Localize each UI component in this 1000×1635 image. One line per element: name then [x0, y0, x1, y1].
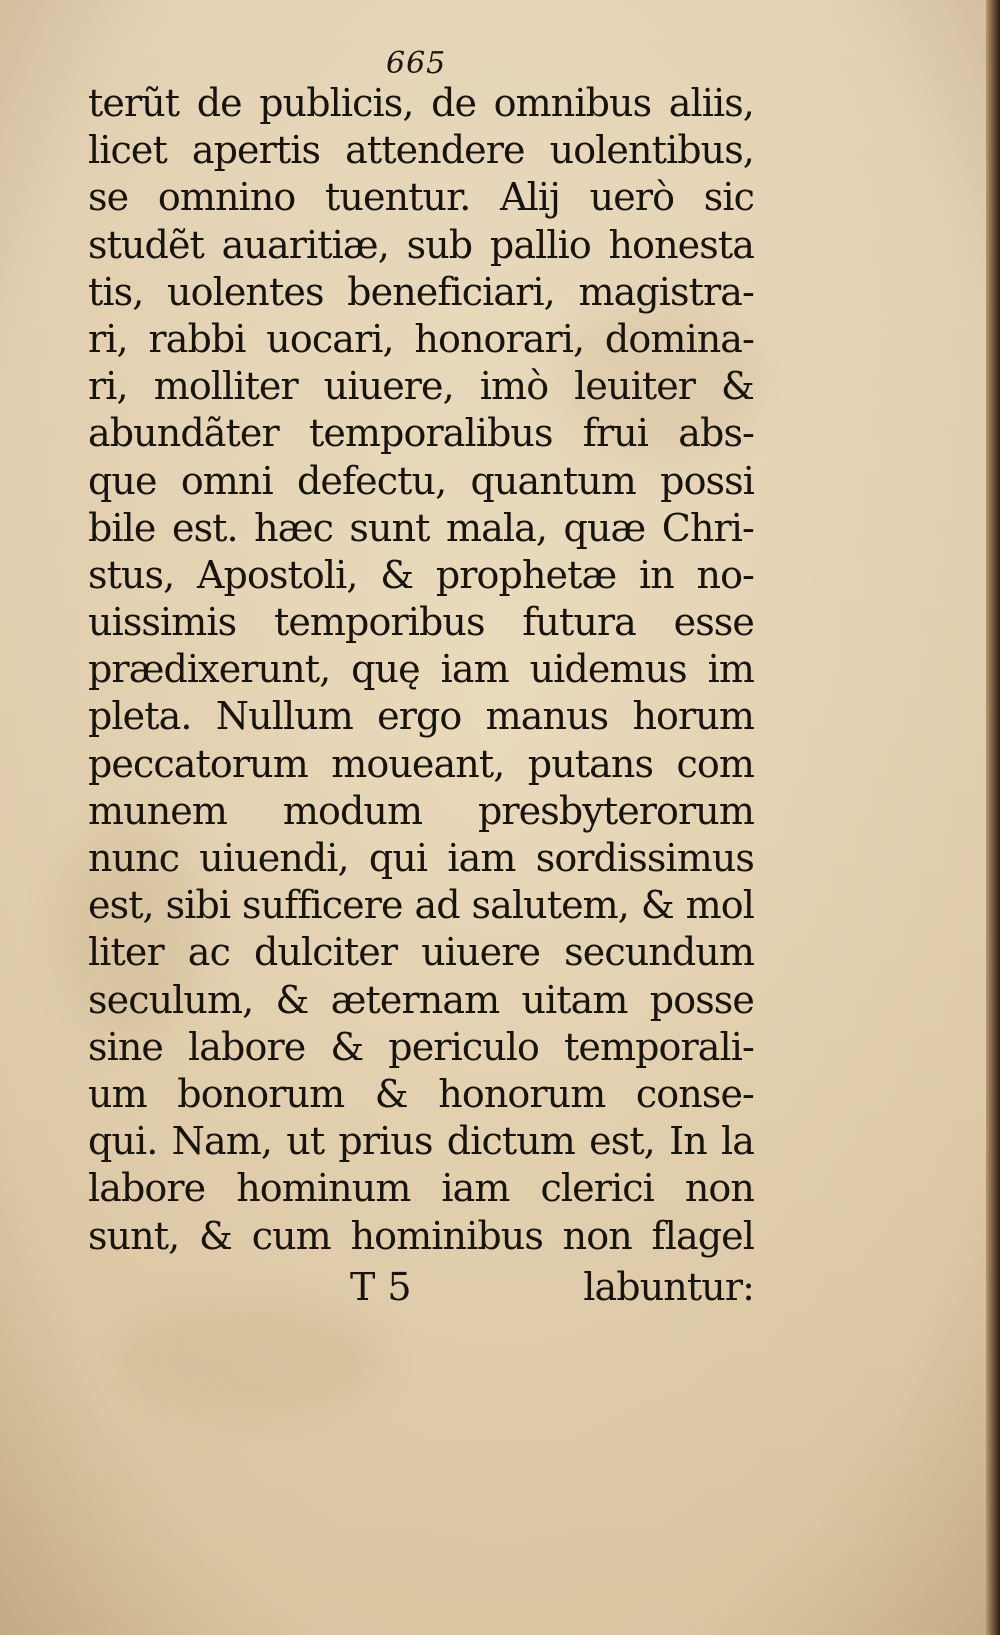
text-line: um bonorum & honorum conse-: [88, 1071, 754, 1116]
text-line: nunc uiuendi, qui iam sordissimus: [88, 836, 754, 880]
text-line: sine labore & periculo temporali-: [88, 1024, 754, 1069]
text-line: ri, molliter uiuere, imò leuiter &: [88, 364, 754, 409]
text-line: munem modum presbyterorum: [88, 788, 754, 833]
signature-mark: T 5: [350, 1265, 412, 1309]
text-line: prædixerunt, quę iam uidemus im: [88, 647, 754, 692]
text-line: qui. Nam, ut prius dictum est, In la: [88, 1119, 754, 1164]
text-line: abundãter temporalibus frui abs-: [88, 411, 754, 456]
paper-stain: [120, 1300, 380, 1420]
text-line: studẽt auaritiæ, sub pallio honesta: [88, 222, 754, 267]
text-line: ri, rabbi uocari, honorari, domina-: [88, 316, 754, 361]
text-line: terũt de publicis, de omnibus aliis,: [88, 81, 754, 125]
text-line: licet apertis attendere uolentibus,: [88, 128, 754, 173]
page-edge-shadow: [986, 0, 1000, 1635]
text-line: stus, Apostoli, & prophetæ in no-: [88, 552, 754, 597]
body-text: [88, 80, 754, 1260]
text-line: peccatorum moueant, putans com: [88, 741, 754, 786]
text-line: que omni defectu, quantum possi: [88, 458, 754, 503]
page-number: 665: [386, 46, 447, 81]
text-line: tis, uolentes beneficiari, magistra-: [88, 269, 754, 314]
text-line: pleta. Nullum ergo manus horum: [88, 694, 754, 739]
text-line: se omnino tuentur. Alij uerò sic: [88, 175, 754, 220]
text-line: est, sibi sufficere ad salutem, & mol: [88, 883, 754, 928]
catchword: labuntur:: [583, 1265, 754, 1309]
text-line: sunt, & cum hominibus non flagel: [88, 1213, 754, 1258]
text-line: uissimis temporibus futura esse: [88, 600, 754, 645]
text-line: bile est. hæc sunt mala, quæ Chri-: [88, 505, 754, 550]
text-line: labore hominum iam clerici non: [88, 1166, 754, 1211]
text-line: seculum, & æternam uitam posse: [88, 977, 754, 1022]
text-line: liter ac dulciter uiuere secundum: [88, 930, 754, 975]
footer-line: [88, 1265, 754, 1315]
